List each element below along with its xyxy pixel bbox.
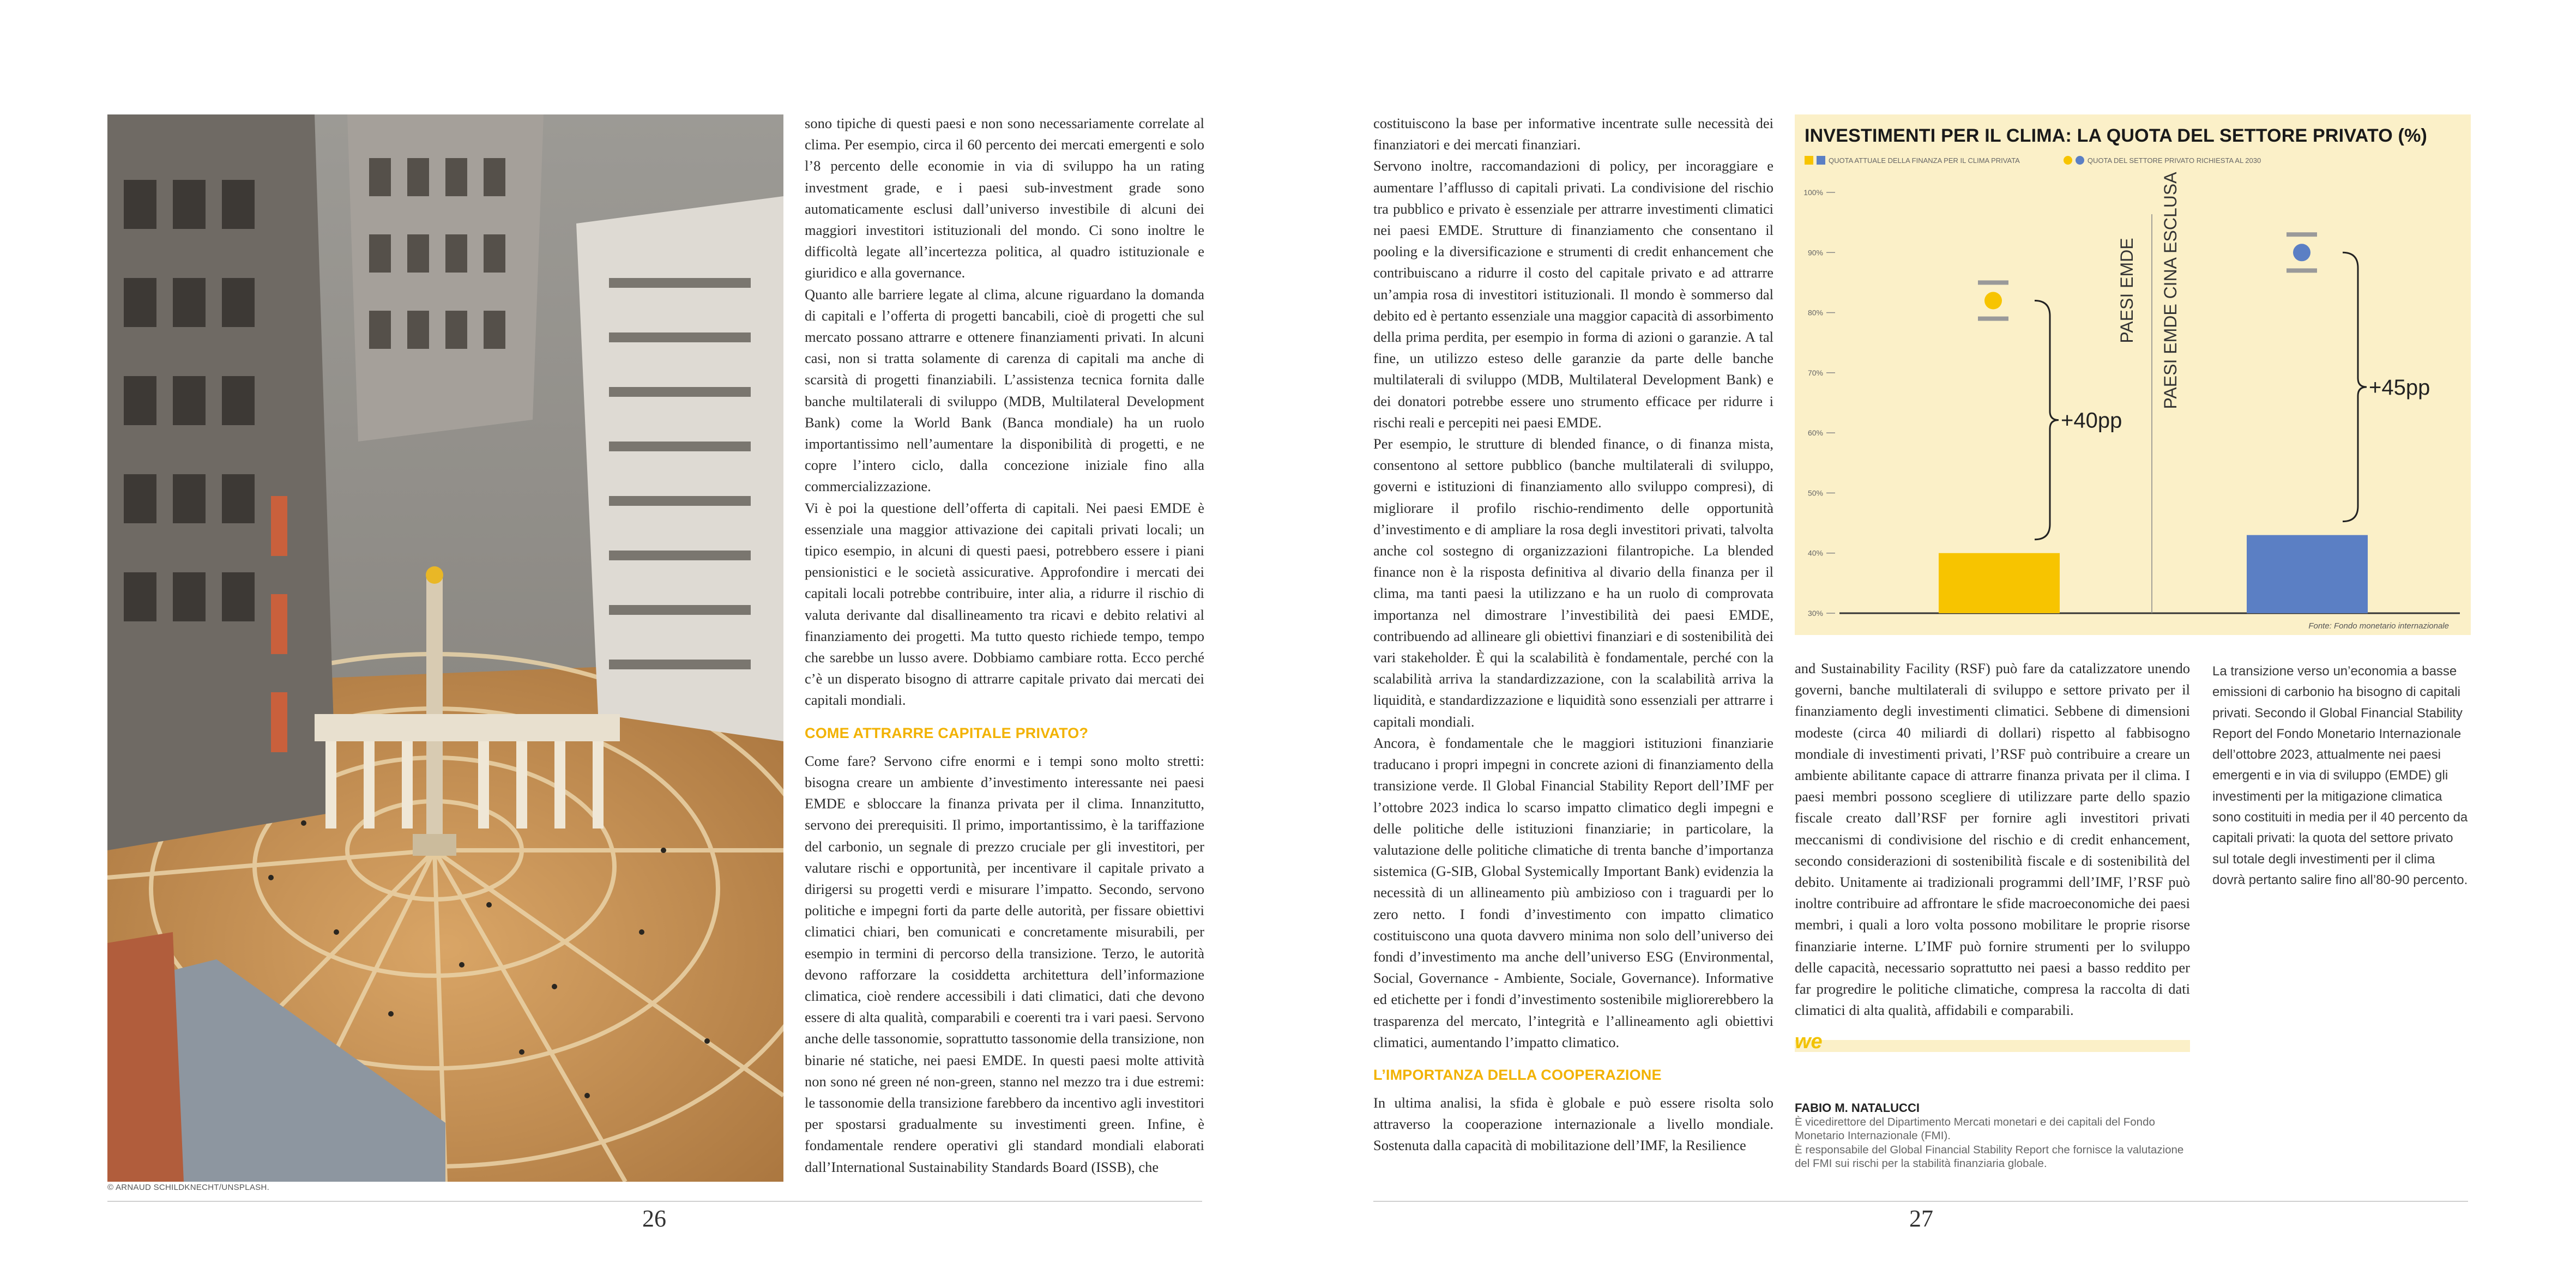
y-tick-label: 50% [1807,488,1823,498]
page-number-right: 27 [1909,1205,1933,1232]
gap-label: +45pp [2369,375,2430,400]
middle-text-column [1373,113,1773,1157]
range-marker-low [2287,268,2317,273]
range-marker-high [2287,232,2317,237]
logo-underline-bar [1795,1040,2190,1052]
right-text-column [1795,658,2190,1021]
y-tick-label: 90% [1807,248,1823,257]
range-marker-low [1978,317,2008,321]
photo-credit: © ARNAUD SCHILDKNECHT/UNSPLASH. [107,1183,270,1192]
footer-rule-left [107,1201,1202,1202]
left-text-column [805,113,1204,1178]
author-name: FABIO M. NATALUCCI [1795,1101,1920,1115]
sidenote: La transizione verso un’economia a basse emissioni di carbonio ha bisogno di capitali privati. Secondo il Global Financial Stability Report del Fondo Monetario Internazionale dell’ottobre 2023, attualmente nei paesi emergenti e in via di sviluppo (EMDE) gli investimenti per la mitigazione climatica sono costituiti in media per il 40 percento da capitali privati: la quota del settore privato sul totale degli investimenti per il clima dovrà pertanto salire fino all’80-90 percento. [2212,664,2468,887]
page-number-left: 26 [642,1205,666,1232]
y-tick-label: 100% [1803,188,1823,197]
target-dot [1984,292,2002,310]
we-logo: we [1795,1030,1823,1053]
chart-title: INVESTIMENTI PER IL CLIMA: LA QUOTA DEL SETTORE PRIVATO (%) [1805,125,2428,146]
category-label: PAESI EMDE CINA ESCLUSA [2161,172,2180,409]
photo-illustration [107,114,783,1182]
gap-brace [2035,301,2059,540]
section-heading: L’IMPORTANZA DELLA COOPERAZIONE [1373,1066,1662,1083]
paragraph: Quanto alle barriere legate al clima, alcune riguardano la domanda di capitali e l’offerta di progetti bancabili, cioè di progetti che sul mercato possano attrarre e ottenere finanziamenti privati. In alcuni casi, non si tratta solamente di carenza di capitali ma anche di scarsità di progetti finanziabili. L’assistenza tecnica fornita dalle banche multilaterali di sviluppo (MDB, Multilateral Development Bank) come la World Bank (Banca mondiale) ha un ruolo importantissimo nell’aumentare la disponibilità di progetti, e ne copre l’intero ciclo, dalla concezione iniziale fino alla commercializzazione. [805,286,1204,495]
legend-current-label: QUOTA ATTUALE DELLA FINANZA PER IL CLIMA PRIVATA [1829,156,2020,165]
author-bio-2: È responsabile del Global Financial Stability Report che fornisce la valutazione del FMI sui rischi per la stabilità finanziaria globale. [1795,1143,2184,1170]
paragraph: sono tipiche di questi paesi e non sono necessariamente correlate al clima. Per esempio, circa il 60 percento dei mercati emergenti e solo l’8 percento delle economie in via di sviluppo ha un rating investment grade, e i paesi sub-investment grade sono automaticamente esclusi dall’universo investibile di alcuni dei maggiori investitori istituzionali del mondo. Ci sono inoltre le difficoltà legate all’incertezza politica, al quadro istituzionale e giuridico e alla governance. [805,115,1204,281]
section-heading: COME ATTRARRE CAPITALE PRIVATO? [805,724,1089,741]
range-marker-high [1978,280,2008,285]
y-tick-label: 30% [1807,609,1823,618]
target-dot [2293,244,2310,261]
bar [1939,553,2060,613]
y-tick-label: 60% [1807,428,1823,438]
footer-rule-right [1373,1201,2468,1202]
category-label: PAESI EMDE [2117,238,2137,343]
paragraph: Come fare? Servono cifre enormi e i tempi sono molto stretti: bisogna creare un ambiente d’investimento interessante nei paesi EMDE e sbloccare la finanza privata per il clima. Innanzitutto, servono dei prerequisiti. Il primo, importantissimo, è la tariffazione del carbonio, un segnale di prezzo cruciale per gli investitori, per valutare rischi e opportunità, per incentivare il capitale privato a dirigersi su progetti verdi e misurare l’impatto. Secondo, servono politiche e impegni forti da parte delle autorità, per fissare obiettivi climatici chiari, ben comunicati e concretamente misurabili, per esempio in termini di percorso della transizione. Terzo, le autorità devono rafforzare la cosiddetta architettura dell’informazione climatica, cioè rendere accessibili i dati climatici, dati che devono essere di alta qualità, comparabili e coerenti tra i vari paesi. Servono anche delle tassonomie, soprattutto tassonomie della transizione, non binarie né statiche, nei paesi EMDE. In questi paesi molte attività non sono né green né non-green, stanno nel mezzo tra i due estremi: le tassonomie della transizione farebbero da incentivo agli investitori per spostarsi gradualmente su investimenti green. Infine, è fondamentale rendere operativi gli standard mondiali elaborati dall’International Sustainability Standards Board (ISSB), che [805,752,1204,1175]
paragraph: Ancora, è fondamentale che le maggiori istituzioni finanziarie traducano i propri impegni in concrete azioni di finanziamento della transizione verde. Il Global Financial Stability Report dell’IMF per l’ottobre 2023 indica lo scarso impatto climatico degli impegni e delle politiche delle istituzioni finanziarie; in particolare, la valutazione delle politiche climatiche di trenta banche d’importanza sistemica (G-SIB, Global Systemically Important Bank) evidenzia la necessità di un allineamento più ambizioso con i traguardi per lo zero netto. I fondi d’investimento con impatto climatico costituiscono una quota davvero minima non solo dell’universo dei fondi d’investimento ma anche dell’universo ESG (Environmental, Social, Governance - Ambiente, Sociale, Governance). Informative ed etichette per i fondi d’investimento sostenibile migliorerebbero la trasparenza del mercato, l’integrità e l’allineamento agli obiettivi climatici, aumentando l’impatto climatico. [1373,734,1773,1050]
paragraph: Per esempio, le strutture di blended finance, o di finanza mista, consentono al settore pubblico (banche multilaterali di sviluppo, governi e istituzioni di finanziamento allo sviluppo compresi), di migliorare il profilo rischio-rendimento delle opportunità d’investimento e di ampliare la rosa degli investitori privati, talvolta anche col sostegno di organizzazioni filantropiche. La blended finance non è la risposta definitiva al divario della finanza per il clima, ma tanti paesi la utilizzano e ha un ruolo di comprovata importanza nel dimostrare l’investibilità dei paesi EMDE, contribuendo ad allineare gli obiettivi finanziari e di sostenibilità dei vari stakeholder. È qui la scalabilità è fondamentale, perché con la scalabilità arriva la standardizzazione, con la scalabilità arriva la liquidità, e standardizzazione e liquidità sono essenziali per attrarre i capitali mondiali. [1373,436,1773,730]
climate-investment-chart [1795,114,2471,635]
aerial-square-photo [107,114,783,1182]
y-tick-label: 80% [1807,308,1823,317]
chart-plot [1795,114,2471,635]
paragraph: Servono inoltre, raccomandazioni di policy, per incoraggiare e aumentare l’afflusso di capitali privati. La condivisione del rischio tra pubblico e privato è essenziale per attrarre investimenti climatici nei paesi EMDE. Strutture di finanziamento che consentano il pooling e la diversificazione e strumenti di credit enhancement che contribuiscano a ridurre il costo del capitale privato e ad attrarre un’ampia rosa di investitori istituzionali. Il mondo è sommerso dal debito ed è pertanto essenziale una maggior capacità di assorbimento della prima perdita, per esempio in forma di azioni o garanzie. A tal fine, un utilizzo esteso delle garanzie da parte delle banche multilaterali di sviluppo (MDB, Multilateral Development Bank) e dei donatori potrebbe essere uno strumento efficace per ridurre i rischi reali e percepiti nei paesi EMDE. [1373,158,1773,431]
author-block [1795,1101,2198,1171]
gap-label: +40pp [2061,408,2122,433]
paragraph: and Sustainability Facility (RSF) può fare da catalizzatore unendo governi, banche multilaterali di sviluppo e settore privato per il finanziamento degli investimenti climatici. Sebbene di dimensioni modeste (circa 40 miliardi di dollari) rispetto al fabbisogno mondiale di investimenti privati, l’RSF può contribuire a creare un ambiente abilitante capace di attrarre finanza privata per il clima. I paesi membri possono scegliere di utilizzare parte dello spazio fiscale creato dall’RSF per fornire agli investitori privati meccanismi di condivisione del rischio e di credit enhancement, secondo considerazioni di sostenibilità fiscale e di sostenibilità del debito. Unitamente ai tradizionali programmi dell’IMF, l’RSF può inoltre contribuire ad affrontare le sfide macroeconomiche dei paesi membri, i quali a loro volta possono mobilitare le proprie risorse finanziarie interne. L’IMF può fornire strumenti per lo sviluppo delle capacità, necessario soprattutto nei paesi a basso reddito per far progredire le politiche climatiche, compresa la raccolta di dati climatici di alta qualità, affidabili e comparabili. [1795,660,2190,1019]
y-tick-label: 40% [1807,548,1823,558]
paragraph: costituiscono la base per informative incentrate sulle necessità dei finanziatori e dei mercati finanziari. [1373,115,1773,153]
paragraph: Vi è poi la questione dell’offerta di capitali. Nei paesi EMDE è essenziale una maggior attivazione dei capitali privati locali; un tipico esempio, in alcuni di questi paesi, potrebbero essere i piani pensionistici e le società assicurative. Approfondire i mercati dei capitali locali potrebbe contribuire, inter alia, a ridurre il rischio di valuta derivante dal disallineamento tra ricavi e debito relativi al finanziamento dei progetti. Ma tutto questo richiede tempo, tempo che sarebbe un lusso avere. Dobbiamo cambiare rotta. Ecco perché c’è un disperato bisogno di attrarre capitale privato dai mercati dei capitali mondiali. [805,499,1204,709]
chart-source: Fonte: Fondo monetario internazionale [2308,621,2449,631]
legend-required-label: QUOTA DEL SETTORE PRIVATO RICHIESTA AL 2030 [2087,156,2261,165]
bar [2247,535,2368,613]
y-tick-label: 70% [1807,368,1823,377]
paragraph: In ultima analisi, la sfida è globale e può essere risolta solo attraverso la cooperazione internazionale a livello mondiale. Sostenuta dalla capacità di mobilitazione dell’IMF, la Resilience [1373,1094,1773,1154]
author-bio-1: È vicedirettore del Dipartimento Mercati monetari e dei capitali del Fondo Monetario Internazionale (FMI). [1795,1115,2155,1142]
gap-brace [2343,252,2367,521]
